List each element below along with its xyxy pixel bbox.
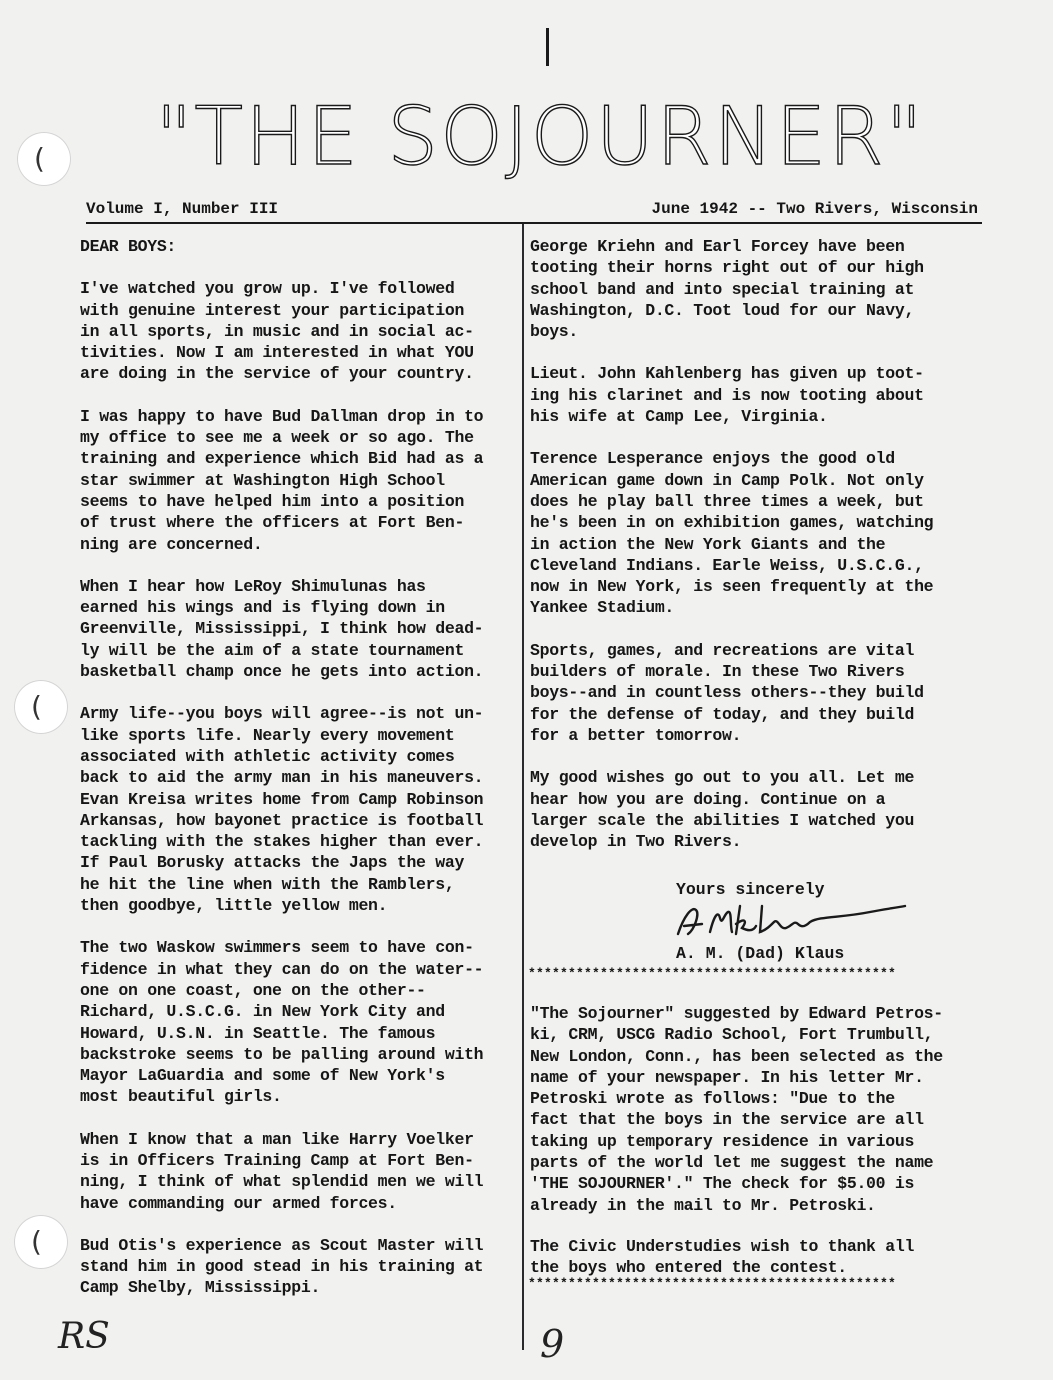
paragraph: I've watched you grow up. I've followed with genuine interest your participation in all sports, in music and in social ac- tivities. Now I am interested in what YOU are doing in the service of your country.	[80, 279, 474, 384]
divider-stars: **********************************************	[528, 966, 897, 981]
divider-stars: **********************************************	[528, 1276, 897, 1291]
paragraph: When I know that a man like Harry Voelker is in Officers Training Camp at Fort Ben- ning, I think of what splendid men we will have commanding our armed forces.	[80, 1129, 484, 1213]
paragraph: Sports, games, and recreations are vital builders of morale. In these Two Rivers boys--and in countless others--they build for the defense of today, and they build for a better tomorrow.	[530, 640, 924, 745]
closing-line: Yours sincerely	[676, 880, 825, 899]
right-column	[530, 236, 978, 873]
punch-hole: (	[14, 1215, 68, 1269]
punch-hole: (	[14, 680, 68, 734]
salutation: DEAR BOYS:	[80, 237, 177, 256]
volume-number: Volume I, Number III	[86, 200, 279, 218]
masthead-title: "THE SOJOURNER"	[155, 90, 925, 183]
handwritten-page-number: 9	[540, 1322, 565, 1366]
paragraph: When I hear how LeRoy Shimulunas has earned his wings and is flying down in Greenville, Mississippi, I think how dead- ly will be the aim of a state tournament basketball champ once he gets into action.	[80, 576, 484, 682]
paragraph: My good wishes go out to you all. Let me hear how you are doing. Continue on a larger scale the abilities I watched you develop in Two Rivers.	[530, 768, 915, 852]
issue-header	[86, 198, 982, 224]
punch-hole: (	[17, 132, 71, 186]
issue-date-place: June 1942 -- Two Rivers, Wisconsin	[651, 200, 978, 218]
paragraph: Lieut. John Kahlenberg has given up toot- ing his clarinet and is now tooting about his wife at Camp Lee, Virginia.	[530, 364, 924, 427]
paragraph: George Kriehn and Earl Forcey have been tooting their horns right out of our high school band and into special training at Washington, D.C. Toot loud for our Navy, boys.	[530, 237, 924, 342]
paragraph: Terence Lesperance enjoys the good old American game down in Camp Polk. Not only does he play ball three times a week, but he's been in on exhibition games, watching in action the New York Giants and the Cleveland Indians. Earle Weiss, U.S.C.G., now in New York, is seen frequently at the Yankee Stadium.	[530, 449, 934, 618]
paragraph: Bud Otis's experience as Scout Master will stand him in good stead in his training at Camp Shelby, Mississippi.	[80, 1235, 484, 1298]
handwritten-signature	[670, 896, 910, 946]
handwritten-initials: RS	[58, 1316, 110, 1357]
left-column	[80, 236, 520, 1320]
paragraph: Army life--you boys will agree--is not un- like sports life. Nearly every movement associated with athletic activity comes back to aid the army man in his maneuvers. Evan Kreisa writes home from Camp Robinson Arkansas, how bayonet practice is football tackling with the stakes higher than ever. If Paul Borusky attacks the Japs the way he hit the line when with the Ramblers, then goodbye, little yellow men.	[80, 704, 484, 916]
thanks-note: The Civic Understudies wish to thank all the boys who entered the contest.	[530, 1237, 915, 1278]
name-announcement: "The Sojourner" suggested by Edward Petros- ki, CRM, USCG Radio School, Fort Trumbull, New London, Conn., has been selected as the name of your newspaper. In his letter Mr. Petroski wrote as follows: "Due to the fact that the boys in the service are all taking up temporary residence in various parts of the world let me suggest the name 'THE SOJOURNER'." The check for $5.00 is already in the mail to Mr. Petroski.	[530, 1004, 943, 1215]
paragraph: The two Waskow swimmers seem to have con- fidence in what they can do on the water-- one on one coast, one on the other-- Richard, U.S.C.G. in New York City and Howard, U.S.N. in Seattle. The famous backstroke seems to be palling around with Mayor LaGuardia and some of New York's most beautiful girls.	[80, 938, 484, 1107]
signer-name: A. M. (Dad) Klaus	[676, 944, 845, 963]
column-divider	[522, 224, 524, 1350]
page-mark	[546, 28, 549, 66]
paragraph: I was happy to have Bud Dallman drop in to my office to see me a week or so ago. The training and experience which Bid had as a star swimmer at Washington High School seems to have helped him into a position of trust where the officers at Fort Ben- ning are concerned.	[80, 406, 484, 554]
